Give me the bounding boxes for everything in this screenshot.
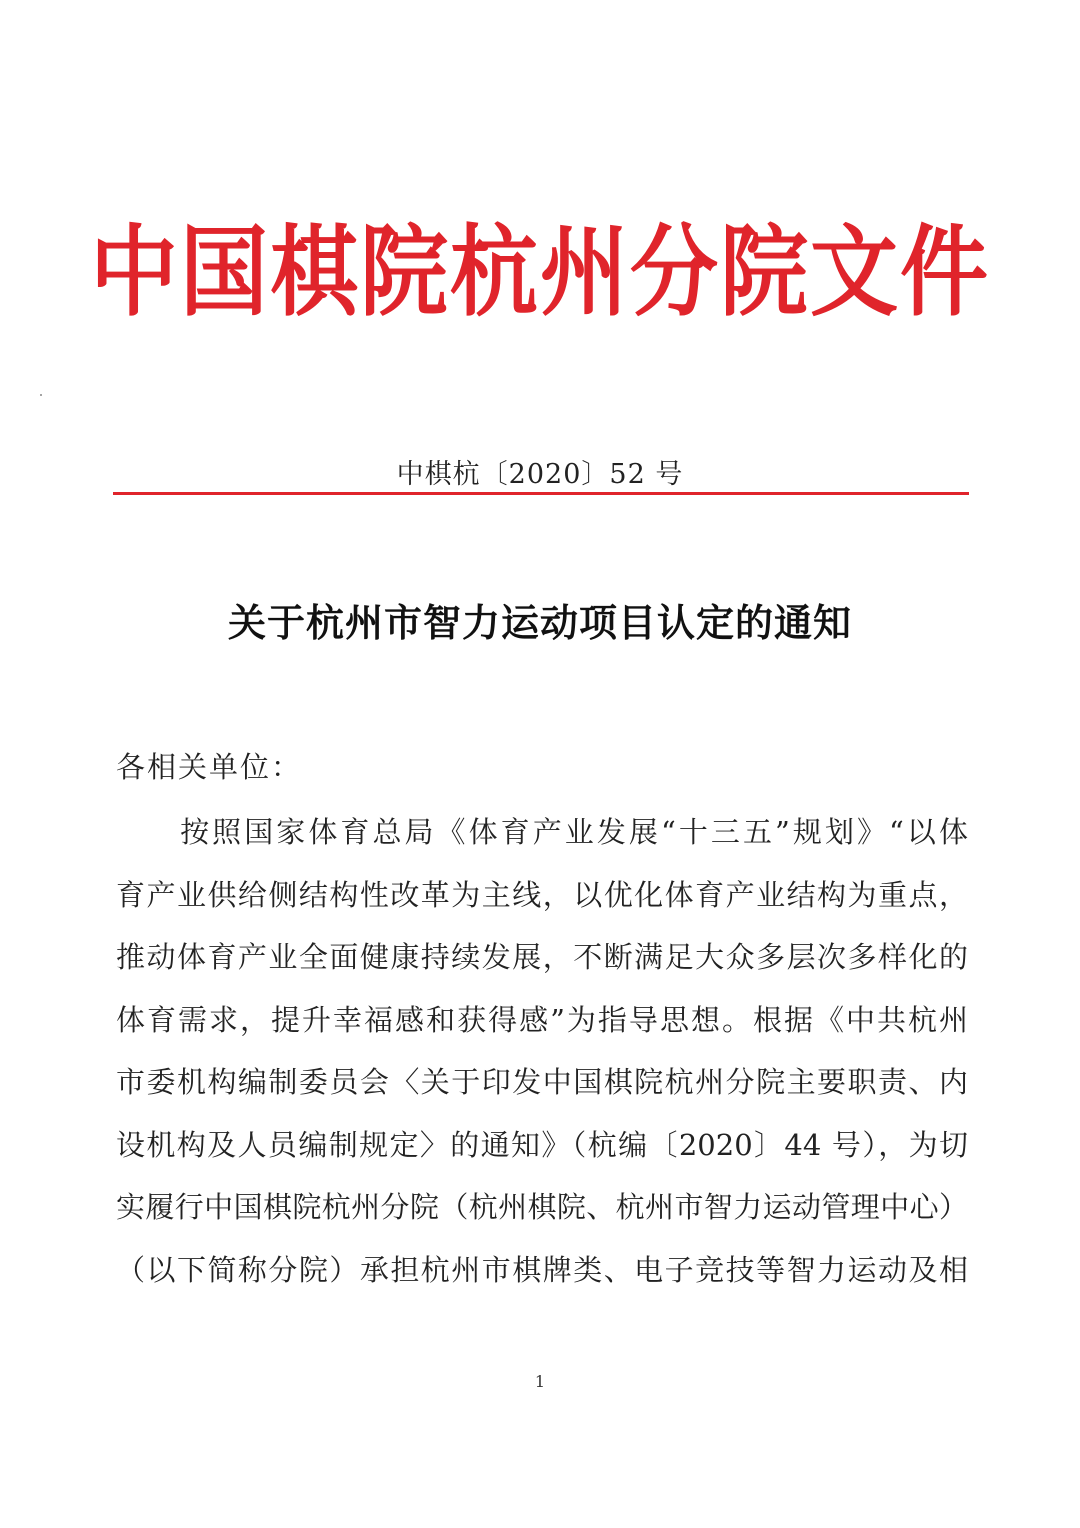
salutation: 各相关单位： bbox=[116, 750, 303, 784]
body-line: 设机构及人员编制规定〉的通知》（杭编〔2020〕44 号），为切 bbox=[116, 1127, 968, 1162]
masthead-title: 中国棋院杭州分院文件 bbox=[90, 213, 991, 330]
body-line: 按照国家体育总局《体育产业发展“十三五”规划》“以体 bbox=[116, 815, 968, 849]
scan-speck bbox=[40, 394, 42, 396]
body-line: 实履行中国棋院杭州分院（杭州棋院、杭州市智力运动管理中心） bbox=[116, 1190, 968, 1224]
body-line: 体育需求，提升幸福感和获得感”为指导思想。根据《中共杭州 bbox=[116, 1002, 968, 1037]
body-line: （以下简称分院）承担杭州市棋牌类、电子竞技等智力运动及相 bbox=[116, 1252, 968, 1287]
body-line: 育产业供给侧结构性改革为主线，以优化体育产业结构为重点， bbox=[116, 877, 968, 912]
notice-title: 关于杭州市智力运动项目认定的通知 bbox=[227, 600, 852, 645]
body-line: 市委机构编制委员会〈关于印发中国棋院杭州分院主要职责、内 bbox=[116, 1065, 968, 1099]
red-divider-line bbox=[113, 492, 969, 495]
document-number: 中棋杭〔2020〕52 号 bbox=[396, 459, 684, 490]
page-number: 1 bbox=[534, 1372, 546, 1391]
body-line: 推动体育产业全面健康持续发展，不断满足大众多层次多样化的 bbox=[116, 940, 968, 974]
body-text bbox=[116, 808, 968, 1308]
